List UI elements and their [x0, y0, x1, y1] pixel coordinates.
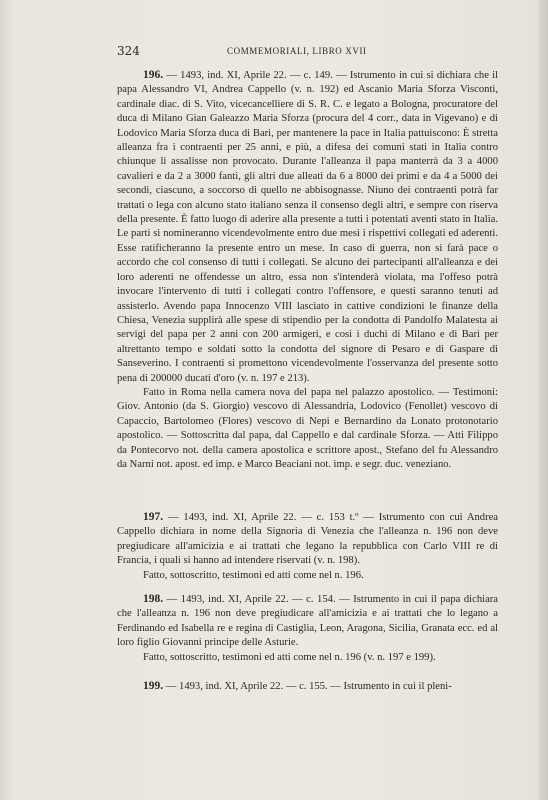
entry-number: 197.	[143, 511, 164, 523]
page-edge	[538, 0, 548, 800]
entry-text: — 1493, ind. XI, Aprile 22. — c. 149. — Istrumento in cui si dichiara che il papa Alessandro VI, Andrea Cappello (v. n. 192) ed Ascanio Maria Sforza Visconti, cardinale diac. di S. Vito, vicecancelliere di S. R. C. e legato a Bologna, procuratore del duca di Milano Gian Galeazzo Maria Sforza (procura del 4 corr., data in Vigevano) e di Lodovico Maria Sforza duca di Bari, per mantenere la pace in Italia pattuiscono: È stretta alleanza fra i contraenti per 25 anni, e più, a difesa dei comuni stati in Italia contro chiunque li assalisse non provocato. Durante l'alleanza il papa manterrà da 3 a 4000 cavalieri e da 2 a 3000 fanti, gli altri due alleati da 6 a 8000 dei primi e da 4 a 5000 dei secondi, ciascuno, a soccorso di quello ne abbisognasse. Niuno dei contraenti potrà far trattati o lega con alcuno stato italiano senza il consenso degli altri, e sempre con riserva della presente. È fatto luogo di aderire alla presente a tutti i potentati aventi stato in Italia. Le parti si nomineranno vicendevolmente entro due mesi i rispettivi collegati ed aderenti. Esse ratificheranno la presente entro un mese. In caso di guerra, non si farà pace o accordo che col consenso di tutti i collegati. Se alcuno dei partecipanti all'alleanza e dei loro aderenti ne offendesse un altro, essa non s'intenderà violata, ma l'offeso potrà invocare l'intervento di tutti i collegati contro l'offensore, e questi saranno tenuti ad assisterlo. Avendo papa Innocenzo VIII lasciato in cattive condizioni le finanze della Chiesa, Venezia supplirà alle spese di stipendio per la condotta di Pandolfo Malatesta ai servigi del papa per 2 anni con 200 armigeri, e così i duchi di Milano e di Bari per altrettanto tempo e soldati sotto la condotta del signore di Pesaro e di Gaspare di Sanseverino. I contraenti si promettono vicendevolmente l'osservanza del presente sotto pena di 200000 ducati d'oro (v. n. 197 e 213).	[117, 70, 498, 384]
entry-text: — 1493, ind. XI, Aprile 22. — c. 154. — Istrumento in cui il papa dichiara che l'alleanza n. 196 non deve pregiudicare all'amicizia e ai trattati che lo legano a Ferdinando ed Isabella re e regina di Castiglia, Leon, Aragona, Sicilia, Granata ecc. ed al loro figlio Giovanni principe delle Asturie.	[117, 594, 499, 649]
entry-199	[117, 679, 498, 694]
entry-number: 196.	[143, 69, 164, 81]
entry-196-paragraph-2: Fatto in Roma nella camera nova del papa nel palazzo apostolico. — Testimoni: Giov. Antonio (da S. Giorgio) vescovo di Alessandria, Lodovico (Fenollet) vescovo di Capaccio, Bartolomeo (Flores) vescovo di Nepi e Bernardino da Lonato protonotario apostolico. — Sottoscritta dal papa, dal Cappello e dal cardinale Sforza. — Atti Filippo da Pontecorvo not. della camera apostolica e scrittore apost., Stefano del fu Alessandro da Narni not. apost. ed imp. e Marco Beaciani not. imp. e segr. duc. veneziano.	[117, 386, 498, 470]
page-number: 324	[117, 44, 140, 58]
entry-199-paragraph-1	[117, 679, 498, 694]
entry-197	[117, 510, 498, 583]
entry-197-paragraph-2: Fatto, sottoscritto, testimoni ed atti come nel n. 196.	[143, 569, 364, 581]
entry-number: 199.	[143, 680, 164, 692]
entry-number: 198.	[143, 593, 164, 605]
entry-197-paragraph-1	[117, 510, 498, 569]
entry-196-paragraph-1	[117, 68, 498, 386]
entry-text: — 1493, ind. XI, Aprile 22. — c. 155. — Istrumento in cui il pleni-	[165, 681, 452, 692]
running-head: COMMEMORIALI, LIBRO XVII	[227, 46, 367, 56]
entry-198	[117, 592, 498, 665]
entry-196	[117, 68, 498, 472]
entry-text: — 1493, ind. XI, Aprile 22. — c. 153 t.º — Istrumento con cui Andrea Cappello dichiara in nome della Signoria di Venezia che l'alleanza n. 196 non deve pregiudicare all'amicizia e ai trattati che legano la repubblica con Carlo VIII re di Francia, i quali si hanno ad intendere riservati (v. n. 198).	[117, 512, 498, 567]
page-header	[117, 44, 512, 58]
entry-198-paragraph-2: Fatto, sottoscritto, testimoni ed atti come nel n. 196 (v. n. 197 e 199).	[143, 651, 436, 663]
entry-198-paragraph-1	[117, 592, 498, 651]
